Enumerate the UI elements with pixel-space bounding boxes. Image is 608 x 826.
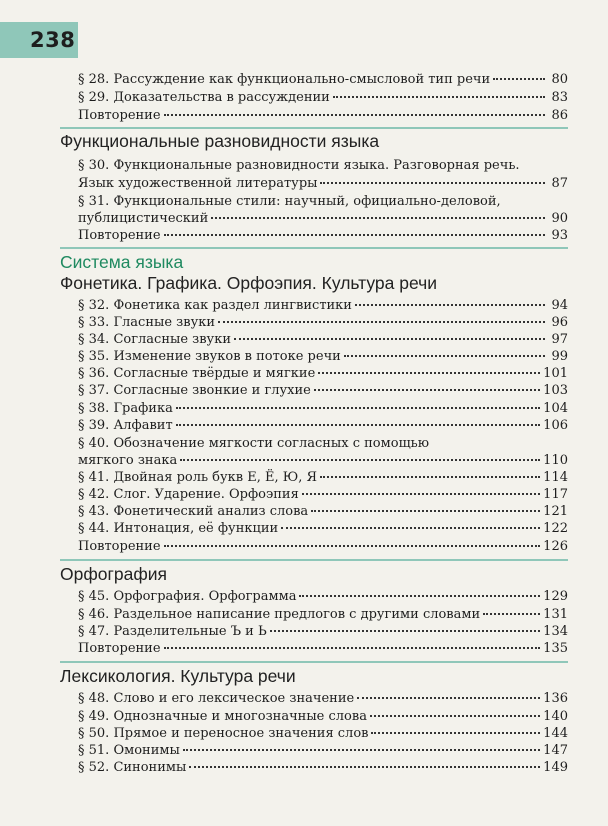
dot-leader <box>370 715 540 717</box>
dot-leader <box>176 424 541 426</box>
section-divider <box>60 127 568 129</box>
toc-entry-line: § 30. Функциональные разновидности языка. Разговорная речь. <box>78 158 520 173</box>
toc-entry[interactable] <box>78 72 568 88</box>
toc-entry-title: § 48. Слово и его лексическое значение <box>78 691 355 706</box>
toc-entry[interactable] <box>78 108 568 124</box>
dot-leader <box>371 732 540 734</box>
toc-entry-page: 94 <box>551 298 568 313</box>
dot-leader <box>164 545 541 547</box>
toc-entry-page: 86 <box>551 108 568 123</box>
toc-entry-page: 87 <box>551 176 568 191</box>
toc-entry-title: § 46. Раздельное написание предлогов с другими словами <box>78 607 481 622</box>
dot-leader <box>164 647 541 649</box>
toc-entry-title: мягкого знака <box>78 453 178 468</box>
toc-entry[interactable] <box>78 607 568 623</box>
dot-leader <box>299 595 540 597</box>
toc-entry[interactable] <box>78 332 568 348</box>
dot-leader <box>270 630 540 632</box>
toc-entry-page: 99 <box>551 349 568 364</box>
dot-leader <box>320 182 545 184</box>
toc-entry-title: Язык художественной литературы <box>78 176 318 191</box>
section-heading: Лексикология. Культура речи <box>60 666 296 686</box>
toc-entry[interactable] <box>78 521 568 537</box>
toc-entry[interactable] <box>78 470 568 486</box>
toc-entry-page: 90 <box>551 211 568 226</box>
toc-entry[interactable] <box>78 487 568 503</box>
toc-entry[interactable] <box>78 726 568 742</box>
toc-entry[interactable] <box>78 211 568 227</box>
dot-leader <box>234 338 545 340</box>
dot-leader <box>333 96 545 98</box>
toc-entry-page: 106 <box>543 418 568 433</box>
dot-leader <box>281 527 540 529</box>
dot-leader <box>355 304 545 306</box>
toc-entry-title: § 44. Интонация, её функции <box>78 521 279 536</box>
dot-leader <box>164 234 545 236</box>
toc-entry[interactable] <box>78 743 568 759</box>
toc-entry[interactable] <box>78 349 568 365</box>
toc-entry[interactable] <box>78 641 568 657</box>
toc-entry-page: 121 <box>543 504 568 519</box>
toc-entry-page: 103 <box>543 383 568 398</box>
toc-entry-title: § 41. Двойная роль букв Е, Ё, Ю, Я <box>78 470 318 485</box>
section-divider <box>60 559 568 561</box>
toc-entry-title: Повторение <box>78 108 161 123</box>
dot-leader <box>189 766 540 768</box>
toc-entry-title: § 35. Изменение звуков в потоке речи <box>78 349 341 364</box>
dot-leader <box>357 697 540 699</box>
toc-entry-title: § 45. Орфография. Орфограмма <box>78 589 297 604</box>
toc-entry[interactable] <box>78 298 568 314</box>
toc-entry[interactable] <box>78 504 568 520</box>
toc-entry-title: § 28. Рассуждение как функционально-смысловой тип речи <box>78 72 491 87</box>
toc-entry[interactable] <box>78 383 568 399</box>
toc-entry[interactable] <box>78 401 568 417</box>
toc-entry-title: § 34. Согласные звуки <box>78 332 231 347</box>
toc-entry-title: Повторение <box>78 641 161 656</box>
toc-entry-title: § 32. Фонетика как раздел лингвистики <box>78 298 352 313</box>
toc-entry-page: 144 <box>543 726 568 741</box>
toc-entry-page: 110 <box>543 453 568 468</box>
dot-leader <box>183 749 540 751</box>
toc-entry-page: 134 <box>543 624 568 639</box>
toc-entry-page: 83 <box>551 90 568 105</box>
toc-entry-page: 93 <box>551 228 568 243</box>
dot-leader <box>314 389 540 391</box>
toc-entry-title: § 37. Согласные звонкие и глухие <box>78 383 311 398</box>
toc-entry-title: § 38. Графика <box>78 401 173 416</box>
dot-leader <box>493 78 545 80</box>
dot-leader <box>211 217 545 219</box>
toc-entry[interactable] <box>78 760 568 776</box>
toc-entry-title: § 36. Согласные твёрдые и мягкие <box>78 366 316 381</box>
dot-leader <box>164 114 545 116</box>
toc-entry-page: 149 <box>543 760 568 775</box>
toc-entry[interactable] <box>78 228 568 244</box>
toc-entry-title: Повторение <box>78 539 161 554</box>
toc-entry[interactable] <box>78 176 568 192</box>
toc-entry-page: 122 <box>543 521 568 536</box>
toc-entry[interactable] <box>78 624 568 640</box>
section-heading: Фонетика. Графика. Орфоэпия. Культура речи <box>60 273 438 293</box>
toc-entry-title: § 42. Слог. Ударение. Орфоэпия <box>78 487 299 502</box>
toc-entry-title: § 43. Фонетический анализ слова <box>78 504 309 519</box>
dot-leader <box>302 493 540 495</box>
toc-entry-page: 80 <box>551 72 568 87</box>
dot-leader <box>218 321 545 323</box>
dot-leader <box>320 476 540 478</box>
toc-entry[interactable] <box>78 709 568 725</box>
toc-entry-page: 129 <box>543 589 568 604</box>
toc-entry-page: 104 <box>543 401 568 416</box>
section-heading: Система языка <box>60 252 184 272</box>
toc-entry-title: § 49. Однозначные и многозначные слова <box>78 709 367 724</box>
toc-entry[interactable] <box>78 691 568 707</box>
dot-leader <box>483 613 540 615</box>
section-heading: Орфография <box>60 564 167 584</box>
toc-entry-title: § 52. Синонимы <box>78 760 187 775</box>
dot-leader <box>311 510 540 512</box>
toc-entry-page: 114 <box>543 470 568 485</box>
toc-entry-page: 96 <box>551 315 568 330</box>
dot-leader <box>180 459 540 461</box>
toc-entry-title: Повторение <box>78 228 161 243</box>
toc-entry-title: § 47. Разделительные Ъ и Ь <box>78 624 267 639</box>
toc-entry-page: 136 <box>543 691 568 706</box>
toc-entry-page: 135 <box>543 641 568 656</box>
toc-entry-page: 140 <box>543 709 568 724</box>
toc-entry-line: § 31. Функциональные стили: научный, официально-деловой, <box>78 194 501 209</box>
section-heading: Функциональные разновидности языка <box>60 131 380 151</box>
dot-leader <box>344 355 545 357</box>
toc-entry-page: 97 <box>551 332 568 347</box>
toc-entry-title: публицистический <box>78 211 209 226</box>
toc-entry-page: 101 <box>543 366 568 381</box>
toc-entry[interactable] <box>78 315 568 331</box>
section-divider <box>60 661 568 663</box>
toc-entry[interactable] <box>78 589 568 605</box>
toc-entry[interactable] <box>78 90 568 106</box>
dot-leader <box>176 407 540 409</box>
toc-entry-line: § 40. Обозначение мягкости согласных с помощью <box>78 436 430 451</box>
toc-entry-title: § 51. Омонимы <box>78 743 180 758</box>
toc-entry-page: 117 <box>543 487 568 502</box>
toc-entry[interactable] <box>78 453 568 469</box>
toc-entry-page: 131 <box>543 607 568 622</box>
toc-entry-title: § 39. Алфавит <box>78 418 173 433</box>
toc-entry-title: § 33. Гласные звуки <box>78 315 216 330</box>
section-divider <box>60 247 568 249</box>
toc-entry-page: 126 <box>543 539 568 554</box>
toc-entry-page: 147 <box>543 743 568 758</box>
toc-entry-title: § 29. Доказательства в рассуждении <box>78 90 330 105</box>
page-number: 238 <box>30 28 76 52</box>
toc-entry[interactable] <box>78 418 568 434</box>
toc-entry[interactable] <box>78 539 568 555</box>
toc-entry[interactable] <box>78 366 568 382</box>
toc-entry-title: § 50. Прямое и переносное значения слов <box>78 726 369 741</box>
dot-leader <box>318 372 540 374</box>
